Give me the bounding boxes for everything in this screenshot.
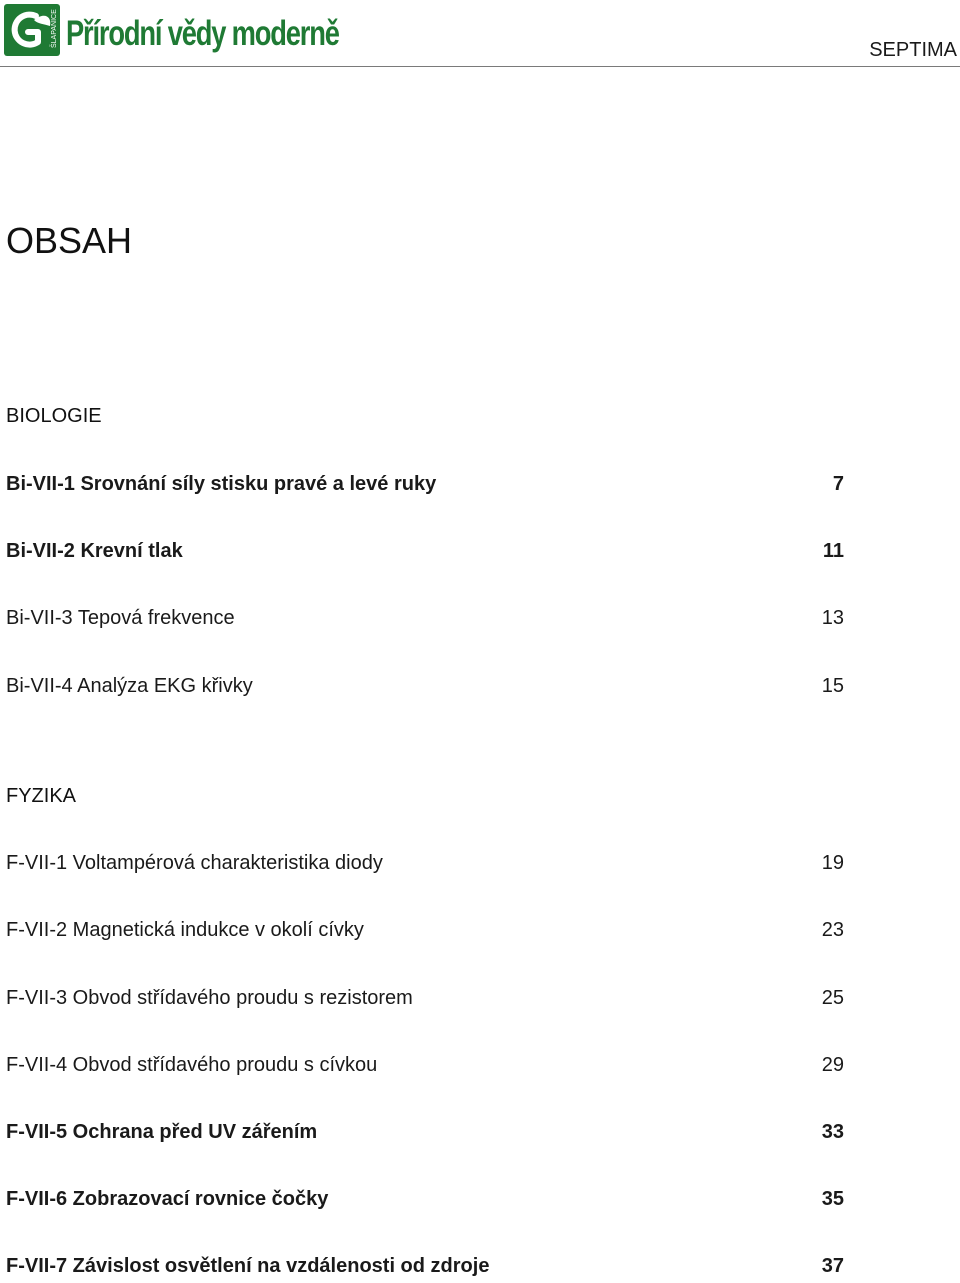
toc-entry-page: 25 xyxy=(821,987,844,1009)
toc-entry-title: F-VII-3 Obvod střídavého proudu s rezistorem xyxy=(6,987,413,1009)
toc-entry-title: Bi-VII-4 Analýza EKG křivky xyxy=(6,675,253,697)
toc-entry-title: F-VII-5 Ochrana před UV zářením xyxy=(6,1121,318,1143)
toc-entry-page: 35 xyxy=(821,1188,844,1210)
toc-entry-title: F-VII-2 Magnetická indukce v okolí cívky xyxy=(6,919,364,941)
toc-entry[interactable] xyxy=(6,675,844,703)
toc-entry[interactable] xyxy=(6,852,844,880)
toc-entry[interactable] xyxy=(6,1188,844,1216)
page-header xyxy=(0,0,960,68)
group-heading-biologie: BIOLOGIE xyxy=(6,405,102,427)
toc-entry-title: F-VII-7 Závislost osvětlení na vzdálenosti od zdroje xyxy=(6,1255,490,1277)
toc-entry-page: 11 xyxy=(822,540,844,562)
toc-entry-title: Bi-VII-3 Tepová frekvence xyxy=(6,607,235,629)
toc-entry-page: 7 xyxy=(832,473,844,495)
toc-entry[interactable] xyxy=(6,540,844,568)
toc-entry[interactable] xyxy=(6,919,844,947)
toc-entry[interactable] xyxy=(6,987,844,1015)
toc-entry-page: 37 xyxy=(821,1255,844,1277)
toc-entry-page: 19 xyxy=(821,852,844,874)
toc-entry-title: Bi-VII-1 Srovnání síly stisku pravé a levé ruky xyxy=(6,473,437,495)
logo-wordmark: Přírodní vědy moderně xyxy=(66,14,339,53)
toc-entry-title: F-VII-4 Obvod střídavého proudu s cívkou xyxy=(6,1054,378,1076)
section-label: SEPTIMA xyxy=(869,39,957,61)
logo-g-icon xyxy=(4,4,60,56)
group-heading-fyzika: FYZIKA xyxy=(6,785,77,807)
toc-entry[interactable] xyxy=(6,473,844,501)
toc-entry-page: 13 xyxy=(821,607,844,629)
toc-entry[interactable] xyxy=(6,1121,844,1149)
toc-entry-page: 15 xyxy=(821,675,844,697)
logo-side-text: ŠLAPANICE xyxy=(51,9,58,48)
page-title: OBSAH xyxy=(6,220,133,261)
toc-entry-page: 33 xyxy=(821,1121,844,1143)
toc-entry-page: 29 xyxy=(821,1054,844,1076)
toc-entry-title: F-VII-1 Voltampérová charakteristika diody xyxy=(6,852,383,874)
toc-entry[interactable] xyxy=(6,607,844,635)
toc-entry[interactable] xyxy=(6,1054,844,1082)
toc-entry-page: 23 xyxy=(821,919,844,941)
header-divider xyxy=(0,66,960,67)
toc-entry-title: F-VII-6 Zobrazovací rovnice čočky xyxy=(6,1188,329,1210)
toc-entry-title: Bi-VII-2 Krevní tlak xyxy=(6,540,183,562)
